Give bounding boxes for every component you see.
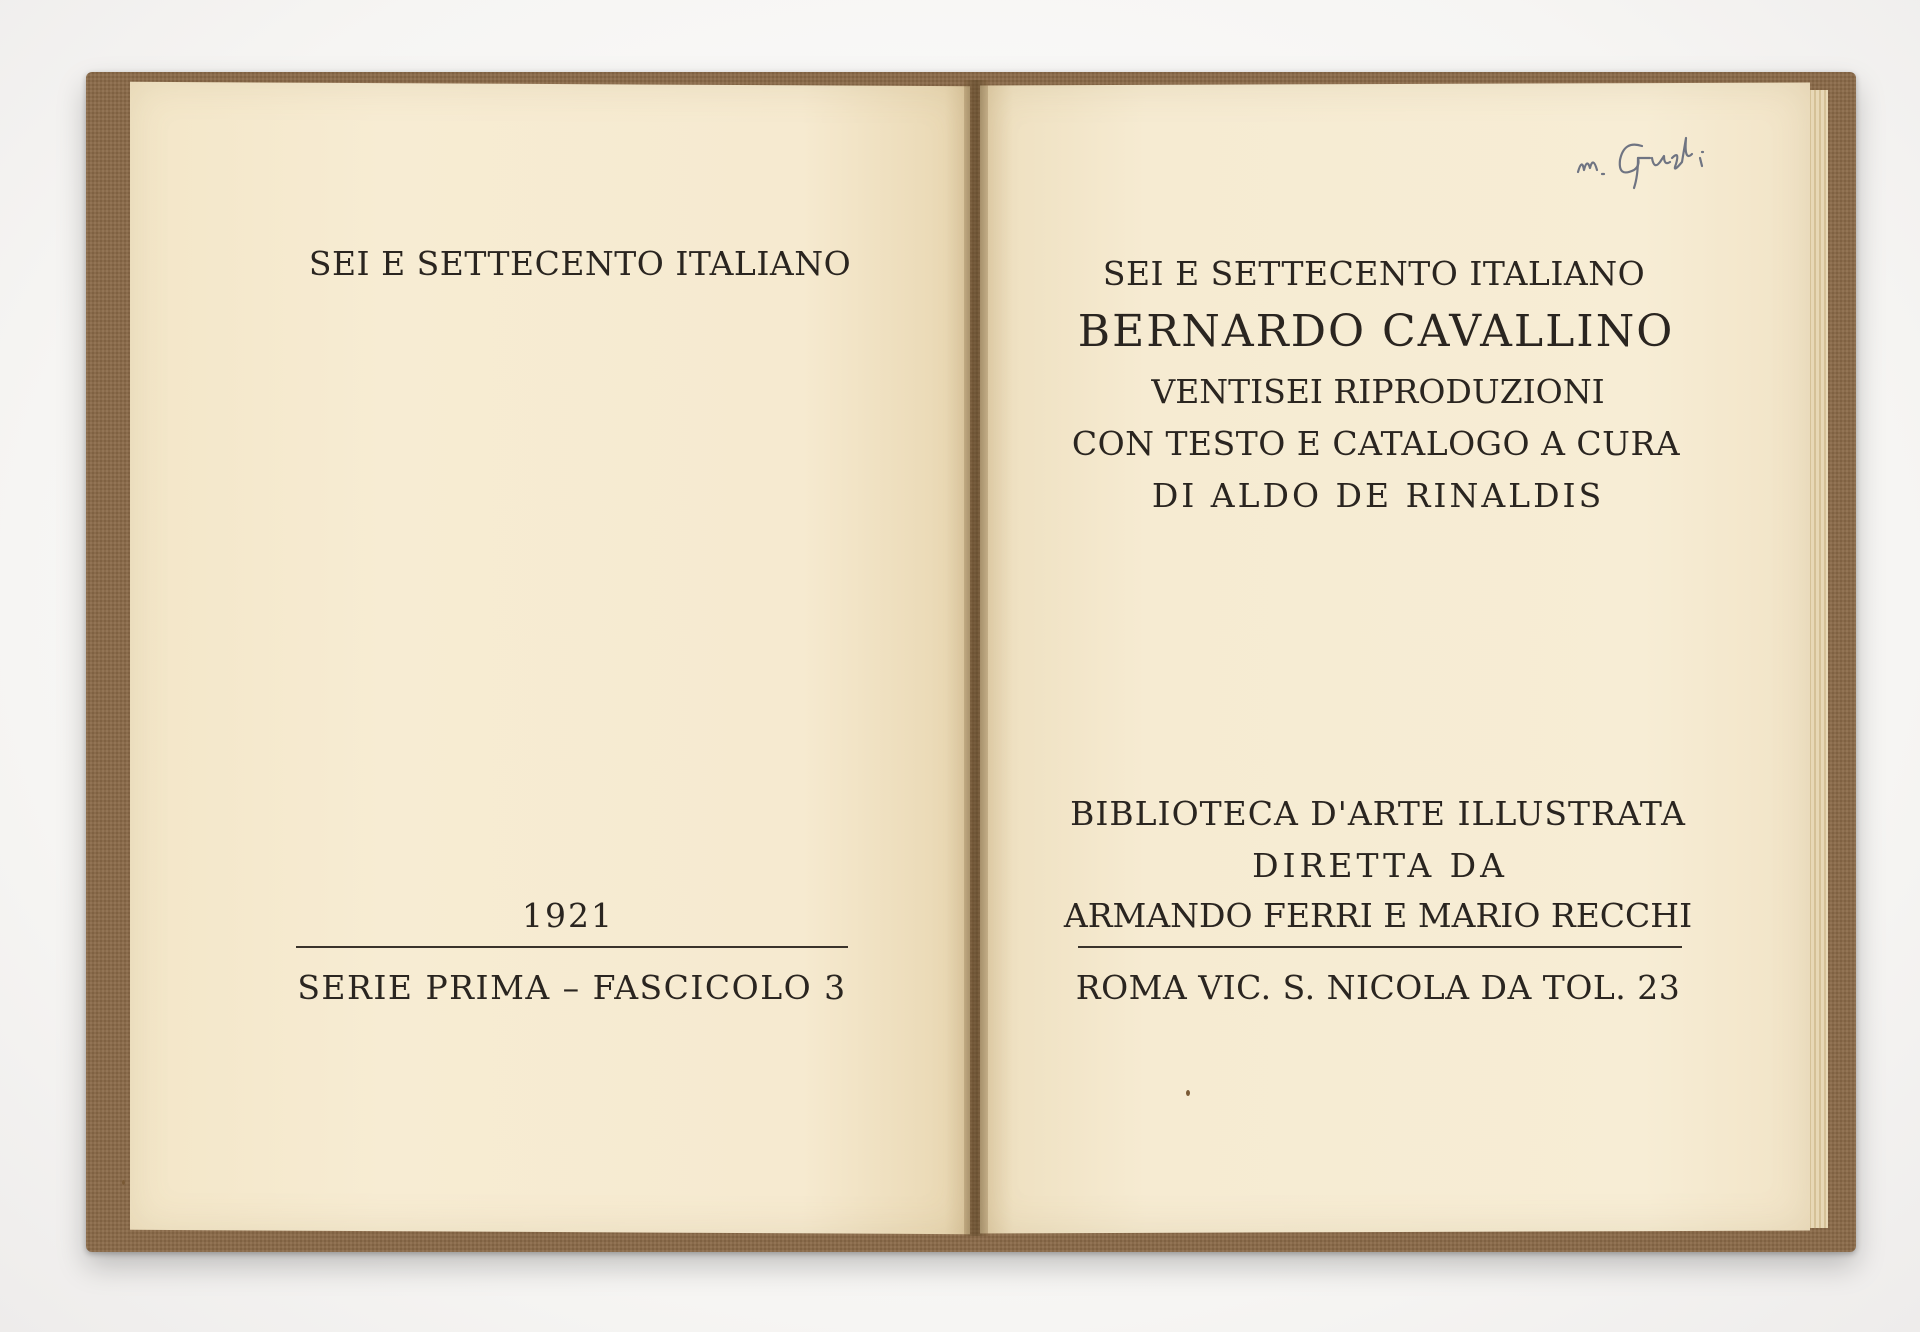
series-fascicle: SERIE PRIMA – FASCICOLO 3 bbox=[297, 968, 847, 1007]
paper-speck bbox=[1186, 1090, 1190, 1096]
reproductions-line: VENTISEI RIPRODUZIONI bbox=[1151, 372, 1605, 411]
paper-speck bbox=[122, 1180, 125, 1185]
publisher-address: ROMA VIC. S. NICOLA DA TOL. 23 bbox=[1075, 968, 1681, 1007]
handwritten-signature bbox=[1572, 128, 1752, 198]
author-line: DI ALDO DE RINALDIS bbox=[1151, 476, 1605, 515]
left-series-title: SEI E SETTECENTO ITALIANO bbox=[308, 244, 852, 283]
artist-name: BERNARDO CAVALLINO bbox=[1077, 306, 1675, 357]
editors-line: ARMANDO FERRI E MARIO RECCHI bbox=[1063, 896, 1693, 935]
left-divider bbox=[296, 946, 848, 948]
catalog-line: CON TESTO E CATALOGO A CURA bbox=[1071, 424, 1681, 463]
right-series-title: SEI E SETTECENTO ITALIANO bbox=[1102, 254, 1646, 293]
library-title: BIBLIOTECA D'ARTE ILLUSTRATA bbox=[1070, 794, 1686, 833]
book-gutter bbox=[964, 80, 988, 1236]
directed-by: DIRETTA DA bbox=[1252, 846, 1508, 885]
right-divider bbox=[1078, 946, 1682, 948]
publication-year: 1921 bbox=[522, 896, 614, 935]
